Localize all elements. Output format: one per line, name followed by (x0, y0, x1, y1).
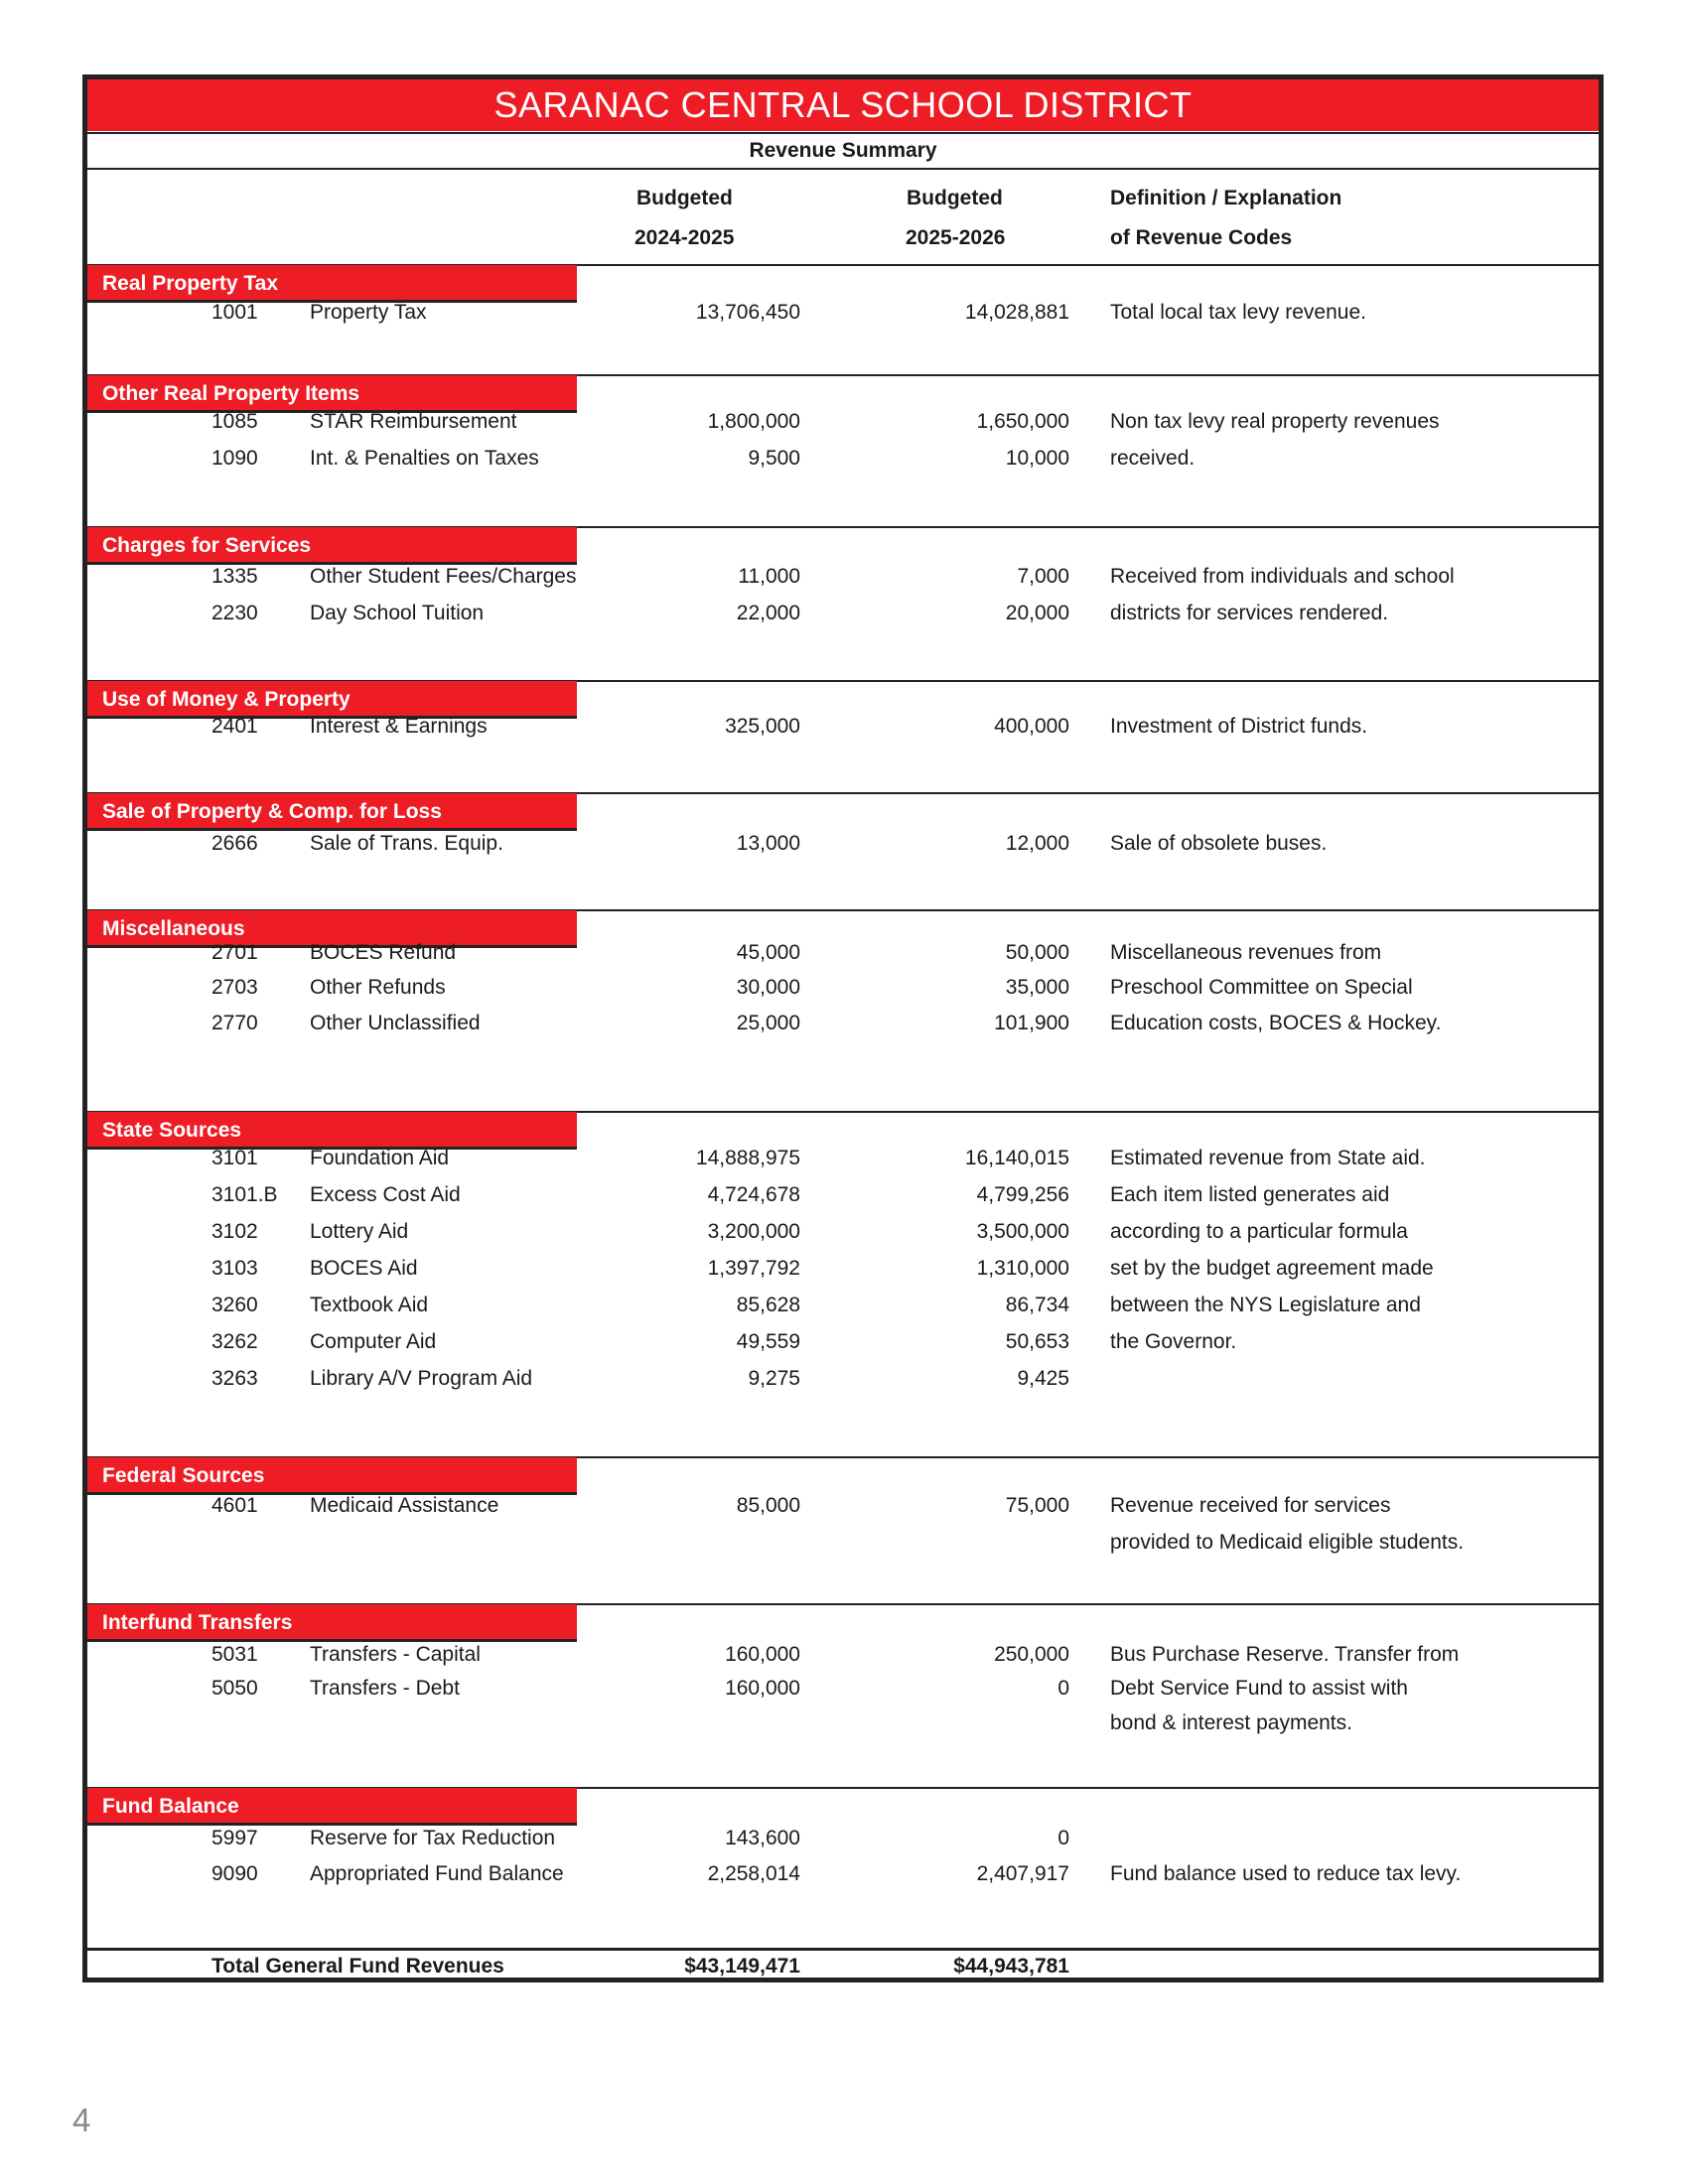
revenue-definition: according to a particular formula (1110, 1220, 1408, 1243)
revenue-name: Property Tax (310, 301, 427, 324)
budget-2024-2025: 160,000 (725, 1643, 800, 1666)
budget-2024-2025: 1,800,000 (707, 410, 800, 433)
budget-2025-2026: 9,425 (1017, 1367, 1069, 1390)
revenue-name: Sale of Trans. Equip. (310, 832, 503, 855)
revenue-definition: Debt Service Fund to assist with (1110, 1677, 1408, 1700)
budget-2024-2025: 25,000 (736, 1012, 800, 1034)
revenue-code: 3260 (211, 1294, 258, 1316)
revenue-code: 1001 (211, 301, 258, 324)
revenue-name: BOCES Aid (310, 1257, 418, 1280)
section-title: Interfund Transfers (87, 1604, 577, 1642)
revenue-code: 2701 (211, 941, 258, 964)
revenue-name: Medicaid Assistance (310, 1494, 499, 1517)
budget-2024-2025: 160,000 (725, 1677, 800, 1700)
revenue-code: 3263 (211, 1367, 258, 1390)
col1-header-line1: Budgeted (636, 187, 733, 209)
revenue-code: 3262 (211, 1330, 258, 1353)
revenue-definition: Sale of obsolete buses. (1110, 832, 1328, 855)
budget-2025-2026: 1,310,000 (976, 1257, 1069, 1280)
revenue-code: 2703 (211, 976, 258, 999)
revenue-code: 5997 (211, 1827, 258, 1849)
budget-2025-2026: 2,407,917 (976, 1862, 1069, 1885)
revenue-name: Textbook Aid (310, 1294, 429, 1316)
revenue-name: Foundation Aid (310, 1147, 450, 1169)
revenue-code: 1090 (211, 447, 258, 470)
revenue-name: Lottery Aid (310, 1220, 409, 1243)
revenue-definition: Received from individuals and school (1110, 565, 1455, 588)
col3-header-line1: Definition / Explanation (1110, 187, 1342, 209)
page-number: 4 (72, 2102, 91, 2138)
revenue-code: 5050 (211, 1677, 258, 1700)
revenue-row (87, 1327, 1599, 1357)
revenue-definition: Estimated revenue from State aid. (1110, 1147, 1426, 1169)
revenue-definition: Preschool Committee on Special (1110, 976, 1413, 999)
revenue-row (87, 562, 1599, 592)
revenue-code: 3103 (211, 1257, 258, 1280)
revenue-name: Excess Cost Aid (310, 1183, 461, 1206)
district-title: SARANAC CENTRAL SCHOOL DISTRICT (87, 79, 1599, 131)
revenue-definition: Revenue received for services (1110, 1494, 1391, 1517)
revenue-definition: Total local tax levy revenue. (1110, 301, 1366, 324)
total-separator (87, 1948, 1599, 1951)
revenue-row (87, 1640, 1599, 1670)
budget-2024-2025: 1,397,792 (707, 1257, 800, 1280)
section-title: Miscellaneous (87, 910, 577, 948)
revenue-code: 1335 (211, 565, 258, 588)
revenue-definition: between the NYS Legislature and (1110, 1294, 1421, 1316)
revenue-row (87, 599, 1599, 628)
revenue-row (87, 1491, 1599, 1521)
revenue-name: Other Unclassified (310, 1012, 481, 1034)
budget-2024-2025: 13,000 (736, 832, 800, 855)
budget-2025-2026: 10,000 (1005, 447, 1069, 470)
budget-2025-2026: 7,000 (1017, 565, 1069, 588)
budget-2025-2026: 4,799,256 (976, 1183, 1069, 1206)
revenue-name: Transfers - Capital (310, 1643, 481, 1666)
revenue-summary-table (82, 74, 1604, 1982)
budget-2024-2025: 22,000 (736, 602, 800, 624)
budget-2025-2026: 50,000 (1005, 941, 1069, 964)
revenue-row (87, 1674, 1599, 1704)
revenue-code: 3101 (211, 1147, 258, 1169)
section-title: State Sources (87, 1112, 577, 1150)
table-subtitle: Revenue Summary (87, 132, 1599, 170)
budget-2024-2025: 13,706,450 (695, 301, 800, 324)
revenue-name: Library A/V Program Aid (310, 1367, 533, 1390)
revenue-definition: Non tax levy real property revenues (1110, 410, 1440, 433)
revenue-name: Reserve for Tax Reduction (310, 1827, 556, 1849)
revenue-code: 2230 (211, 602, 258, 624)
budget-2025-2026: 0 (1057, 1677, 1069, 1700)
revenue-definition: the Governor. (1110, 1330, 1237, 1353)
revenue-definition: Each item listed generates aid (1110, 1183, 1390, 1206)
revenue-code: 9090 (211, 1862, 258, 1885)
budget-2025-2026: 1,650,000 (976, 410, 1069, 433)
budget-2025-2026: 86,734 (1005, 1294, 1069, 1316)
revenue-row (87, 1217, 1599, 1247)
revenue-name: Interest & Earnings (310, 715, 488, 738)
revenue-name: BOCES Refund (310, 941, 457, 964)
revenue-row (87, 1291, 1599, 1320)
budget-2024-2025: 4,724,678 (707, 1183, 800, 1206)
revenue-code: 5031 (211, 1643, 258, 1666)
revenue-row (87, 444, 1599, 474)
budget-2024-2025: 85,000 (736, 1494, 800, 1517)
budget-2025-2026: 3,500,000 (976, 1220, 1069, 1243)
section-title: Federal Sources (87, 1457, 577, 1495)
budget-2025-2026: 250,000 (994, 1643, 1069, 1666)
revenue-name: Transfers - Debt (310, 1677, 460, 1700)
revenue-definition: received. (1110, 447, 1196, 470)
budget-2024-2025: 9,500 (748, 447, 800, 470)
budget-2025-2026: 50,653 (1005, 1330, 1069, 1353)
revenue-name: Int. & Penalties on Taxes (310, 447, 539, 470)
budget-2024-2025: 3,200,000 (707, 1220, 800, 1243)
budget-2024-2025: 49,559 (736, 1330, 800, 1353)
revenue-name: STAR Reimbursement (310, 410, 517, 433)
budget-2025-2026: 0 (1057, 1827, 1069, 1849)
budget-2025-2026: 75,000 (1005, 1494, 1069, 1517)
budget-2024-2025: 325,000 (725, 715, 800, 738)
budget-2025-2026: 16,140,015 (964, 1147, 1069, 1169)
revenue-row (87, 1824, 1599, 1853)
revenue-row (87, 1180, 1599, 1210)
budget-2025-2026: 14,028,881 (964, 301, 1069, 324)
revenue-row (87, 1859, 1599, 1889)
revenue-row (87, 407, 1599, 437)
revenue-row (87, 1708, 1599, 1738)
section-title: Use of Money & Property (87, 681, 577, 719)
budget-2024-2025: 14,888,975 (695, 1147, 800, 1169)
total-2024-2025: $43,149,471 (684, 1955, 800, 1978)
section-title: Charges for Services (87, 527, 577, 565)
budget-2024-2025: 30,000 (736, 976, 800, 999)
revenue-row (87, 1528, 1599, 1558)
revenue-name: Appropriated Fund Balance (310, 1862, 564, 1885)
budget-2024-2025: 11,000 (738, 565, 800, 588)
revenue-row (87, 1144, 1599, 1173)
budget-2025-2026: 20,000 (1005, 602, 1069, 624)
col2-header-line1: Budgeted (907, 187, 1003, 209)
budget-2024-2025: 2,258,014 (707, 1862, 800, 1885)
budget-2024-2025: 9,275 (748, 1367, 800, 1390)
revenue-definition: Bus Purchase Reserve. Transfer from (1110, 1643, 1460, 1666)
revenue-definition: Miscellaneous revenues from (1110, 941, 1382, 964)
revenue-definition: bond & interest payments. (1110, 1711, 1352, 1734)
revenue-name: Computer Aid (310, 1330, 437, 1353)
section-title: Other Real Property Items (87, 375, 577, 413)
revenue-row (87, 829, 1599, 859)
revenue-definition: Fund balance used to reduce tax levy. (1110, 1862, 1462, 1885)
total-2025-2026: $44,943,781 (953, 1955, 1069, 1978)
revenue-code: 1085 (211, 410, 258, 433)
revenue-definition: set by the budget agreement made (1110, 1257, 1434, 1280)
revenue-row (87, 1254, 1599, 1284)
budget-2025-2026: 101,900 (994, 1012, 1069, 1034)
revenue-code: 3101.B (211, 1183, 278, 1206)
col1-header-line2: 2024-2025 (634, 226, 735, 249)
revenue-row (87, 938, 1599, 968)
revenue-row (87, 712, 1599, 742)
revenue-code: 4601 (211, 1494, 258, 1517)
revenue-code: 2401 (211, 715, 258, 738)
section-title: Fund Balance (87, 1788, 577, 1826)
revenue-name: Other Student Fees/Charges (310, 565, 577, 588)
revenue-row (87, 298, 1599, 328)
revenue-definition: Investment of District funds. (1110, 715, 1368, 738)
budget-2024-2025: 143,600 (725, 1827, 800, 1849)
total-row (87, 1952, 1599, 1981)
col2-header-line2: 2025-2026 (906, 226, 1006, 249)
revenue-code: 2770 (211, 1012, 258, 1034)
section-title: Real Property Tax (87, 265, 577, 303)
revenue-code: 3102 (211, 1220, 258, 1243)
revenue-row (87, 973, 1599, 1003)
col3-header-line2: of Revenue Codes (1110, 226, 1293, 249)
revenue-definition: provided to Medicaid eligible students. (1110, 1531, 1465, 1554)
budget-2025-2026: 400,000 (994, 715, 1069, 738)
budget-2025-2026: 12,000 (1005, 832, 1069, 855)
revenue-name: Day School Tuition (310, 602, 485, 624)
budget-2025-2026: 35,000 (1005, 976, 1069, 999)
section-title: Sale of Property & Comp. for Loss (87, 793, 577, 831)
revenue-row (87, 1009, 1599, 1038)
revenue-row (87, 1364, 1599, 1394)
revenue-name: Other Refunds (310, 976, 446, 999)
budget-2024-2025: 85,628 (736, 1294, 800, 1316)
revenue-definition: Education costs, BOCES & Hockey. (1110, 1012, 1442, 1034)
budget-2024-2025: 45,000 (736, 941, 800, 964)
revenue-code: 2666 (211, 832, 258, 855)
revenue-definition: districts for services rendered. (1110, 602, 1389, 624)
total-label: Total General Fund Revenues (211, 1955, 504, 1978)
